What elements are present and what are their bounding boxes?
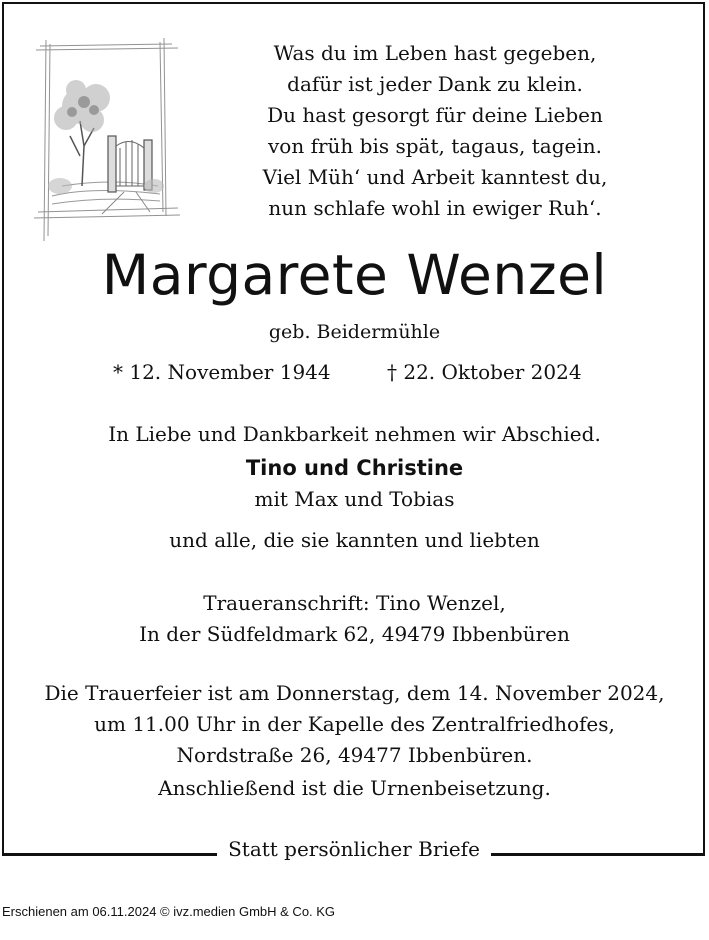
poem-line: nun schlafe wohl in ewiger Ruh‘.	[268, 196, 602, 220]
death-date: † 22. Oktober 2024	[387, 360, 582, 384]
deceased-name: Margarete Wenzel	[101, 243, 608, 307]
poem-line: Du hast gesorgt für deine Lieben	[267, 103, 603, 127]
family-names: Tino und Christine	[245, 456, 464, 480]
address-line: In der Südfeldmark 62, 49479 Ibbenbüren	[139, 622, 570, 646]
poem-line: Viel Müh‘ und Arbeit kanntest du,	[262, 165, 608, 189]
poem	[225, 38, 645, 224]
family-children: mit Max und Tobias	[254, 487, 455, 511]
publication-credit: Erschienen am 06.11.2024 © ivz.medien GmbH & Co. KG	[2, 904, 336, 919]
address-line: Traueranschrift: Tino Wenzel,	[203, 591, 506, 615]
urn-burial-note: Anschließend ist die Urnenbeisetzung.	[158, 776, 551, 800]
poem-line: Was du im Leben hast gegeben,	[273, 41, 597, 65]
ceremony-line: Die Trauerfeier ist am Donnerstag, dem 14. November 2024,	[44, 681, 665, 705]
others-text: und alle, die sie kannten und liebten	[169, 528, 540, 552]
ceremony-line: um 11.00 Uhr in der Kapelle des Zentralfriedhofes,	[94, 712, 615, 736]
bottom-rule-left	[2, 853, 217, 856]
garden-gate-sketch-icon	[32, 36, 182, 248]
bottom-rule-right	[491, 853, 705, 856]
ceremony-line: Nordstraße 26, 49477 Ibbenbüren.	[176, 743, 533, 767]
footer-note: Statt persönlicher Briefe	[228, 837, 480, 861]
maiden-name: geb. Beidermühle	[268, 321, 441, 343]
farewell-text: In Liebe und Dankbarkeit nehmen wir Abschied.	[108, 422, 601, 446]
poem-line: dafür ist jeder Dank zu klein.	[287, 72, 583, 96]
mourning-address	[0, 588, 709, 650]
poem-line: von früh bis spät, tagaus, tagein.	[267, 134, 602, 158]
ceremony-info	[0, 678, 709, 771]
birth-date: * 12. November 1944	[113, 360, 331, 384]
